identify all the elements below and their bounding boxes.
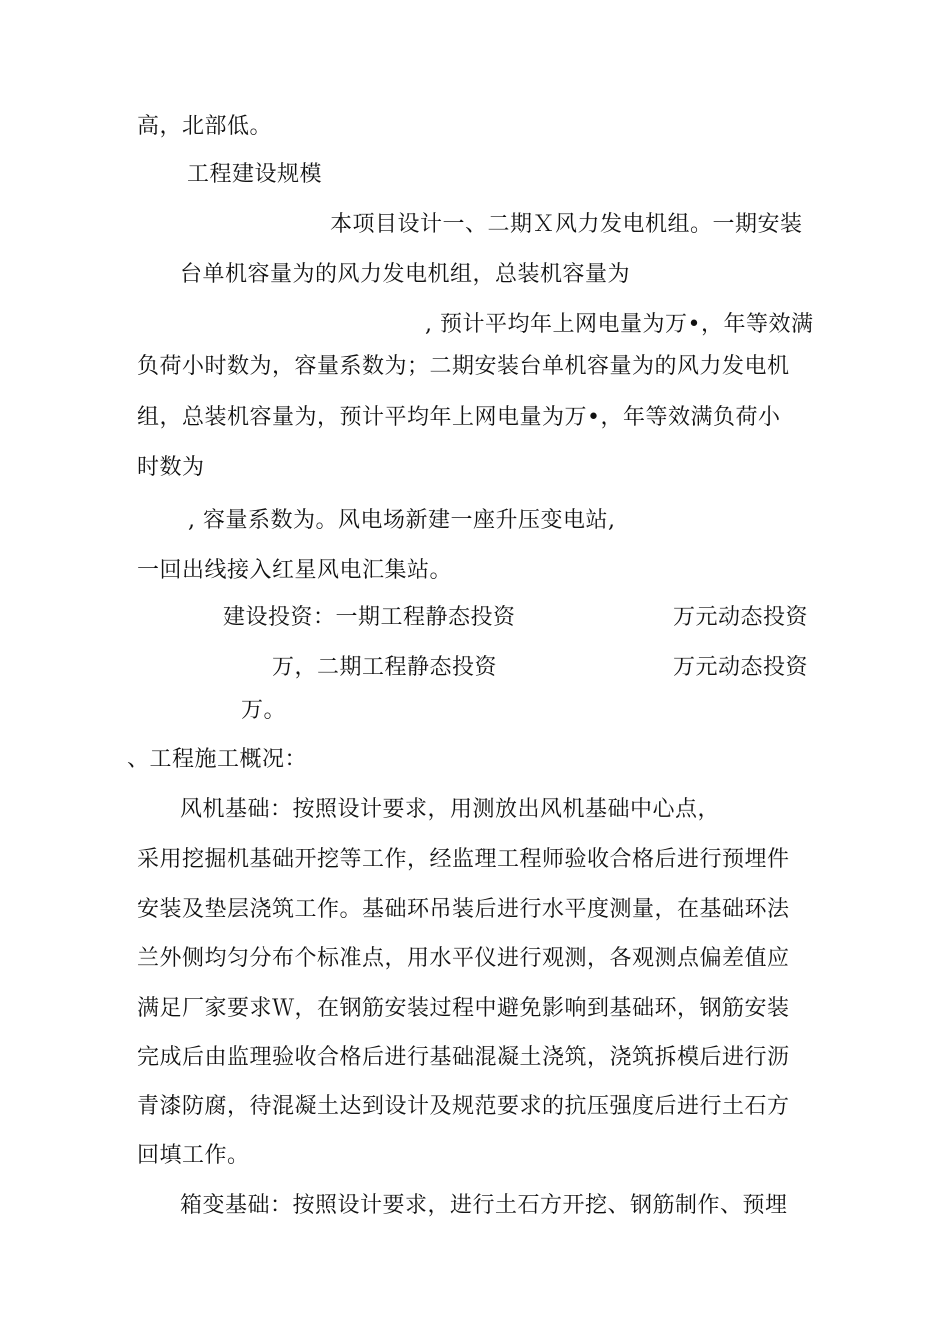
text-line: 满足厂家要求Ｗ，在钢筋安装过程中避免影响到基础环，钢筋安装 [137, 996, 790, 1021]
text-line: 风机基础：按照设计要求，用测放出风机基础中心点， [180, 797, 721, 822]
text-line: 负荷小时数为，容量系数为；二期安装台单机容量为的风力发电机 [137, 354, 790, 379]
text-line: 青漆防腐，待混凝土达到设计及规范要求的抗压强度后进行土石方 [137, 1094, 790, 1119]
text-line: 高，北部低。 [137, 114, 273, 139]
text-line: 万元动态投资 [673, 605, 809, 630]
text-line: 安装及垫层浇筑工作。基础环吊装后进行水平度测量，在基础环法 [137, 897, 790, 922]
text-line: , 容量系数为。风电场新建一座升压变电站, [188, 508, 616, 533]
text-line: 兰外侧均匀分布个标准点，用水平仪进行观测，各观测点偏差值应 [137, 946, 790, 971]
section-heading: 、工程施工概况： [127, 747, 308, 772]
text-line: 箱变基础：按照设计要求，进行土石方开挖、钢筋制作、预埋 [180, 1193, 788, 1218]
text-line: 万，二期工程静态投资 [272, 655, 498, 680]
text-line: 建设投资：一期工程静态投资 [223, 605, 516, 630]
text-line: 本项目设计一、二期Ｘ风力发电机组。一期安装 [330, 212, 803, 237]
text-line: 万元动态投资 [673, 655, 809, 680]
text-line: 时数为 [137, 455, 205, 480]
text-line: 采用挖掘机基础开挖等工作，经监理工程师验收合格后进行预埋件 [137, 847, 790, 872]
text-line: 台单机容量为的风力发电机组，总装机容量为 [180, 262, 631, 287]
text-line: , 预计平均年上网电量为万•，年等效满 [425, 312, 814, 337]
text-line: 一回出线接入红星风电汇集站。 [137, 558, 453, 583]
text-line: 组，总装机容量为，预计平均年上网电量为万•，年等效满负荷小 [137, 405, 781, 430]
text-line: 完成后由监理验收合格后进行基础混凝土浇筑，浇筑拆模后进行沥 [137, 1045, 790, 1070]
text-line: 万。 [241, 698, 287, 723]
section-heading: 工程建设规模 [187, 162, 323, 187]
text-line: 回填工作。 [137, 1143, 250, 1168]
